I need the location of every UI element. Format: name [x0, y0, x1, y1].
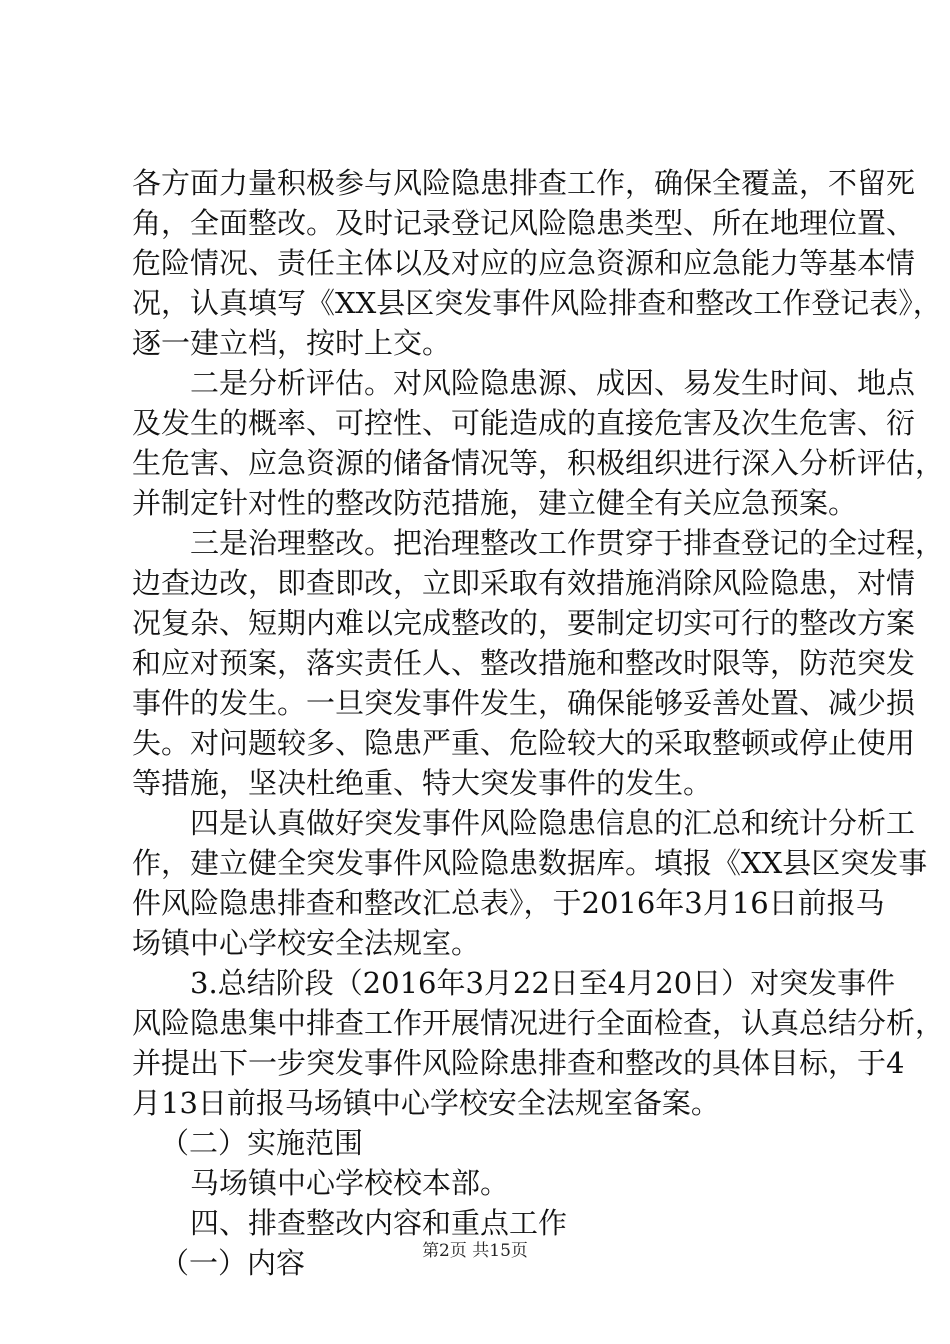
paragraph-start-line: 马场镇中心学校校本部。 — [190, 1166, 510, 1200]
paragraph-start-line: 三是治理整改。把治理整改工作贯穿于排查登记的全过程， — [190, 526, 945, 560]
page-footer: 第2页 共15页 — [422, 1241, 528, 1261]
section-heading: 四、排查整改内容和重点工作 — [190, 1206, 568, 1240]
text-line: 和应对预案，落实责任人、整改措施和整改时限等，防范突发 — [132, 646, 916, 680]
text-line: 况复杂、短期内难以完成整改的，要制定切实可行的整改方案 — [132, 606, 916, 640]
text-line: 风险隐患集中排查工作开展情况进行全面检查，认真总结分析， — [132, 1006, 945, 1040]
section-heading: （一）内容 — [160, 1246, 306, 1280]
paragraph-start-line: 3.总结阶段（2016年3月22日至4月20日）对突发事件 — [190, 966, 896, 1000]
section-heading: （二）实施范围 — [160, 1126, 364, 1160]
paragraph-start-line: 二是分析评估。对风险隐患源、成因、易发生时间、地点 — [190, 366, 916, 400]
text-line: 场镇中心学校安全法规室。 — [132, 926, 481, 960]
text-line: 角，全面整改。及时记录登记风险隐患类型、所在地理位置、 — [132, 206, 916, 240]
text-line: 月13日前报马场镇中心学校安全法规室备案。 — [132, 1086, 720, 1120]
text-line: 失。对问题较多、隐患严重、危险较大的采取整顿或停止使用 — [132, 726, 916, 760]
text-line: 等措施，坚决杜绝重、特大突发事件的发生。 — [132, 766, 713, 800]
text-line: 各方面力量积极参与风险隐患排查工作，确保全覆盖，不留死 — [132, 166, 916, 200]
paragraph-start-line: 四是认真做好突发事件风险隐患信息的汇总和统计分析工 — [190, 806, 916, 840]
text-line: 及发生的概率、可控性、可能造成的直接危害及次生危害、衍 — [132, 406, 916, 440]
text-line: 边查边改，即查即改，立即采取有效措施消除风险隐患，对情 — [132, 566, 916, 600]
text-line: 逐一建立档，按时上交。 — [132, 326, 452, 360]
text-line: 生危害、应急资源的储备情况等，积极组织进行深入分析评估， — [132, 446, 945, 480]
text-line: 事件的发生。一旦突发事件发生，确保能够妥善处置、减少损 — [132, 686, 916, 720]
text-line: 并提出下一步突发事件风险除患排查和整改的具体目标，于4 — [132, 1046, 905, 1080]
text-line: 并制定针对性的整改防范措施，建立健全有关应急预案。 — [132, 486, 858, 520]
text-line: 危险情况、责任主体以及对应的应急资源和应急能力等基本情 — [132, 246, 916, 280]
text-line: 作，建立健全突发事件风险隐患数据库。填报《XX县区突发事 — [132, 846, 928, 880]
text-line: 件风险隐患排查和整改汇总表》，于2016年3月16日前报马 — [132, 886, 885, 920]
text-line: 况，认真填写《XX县区突发事件风险排查和整改工作登记表》， — [132, 286, 942, 320]
